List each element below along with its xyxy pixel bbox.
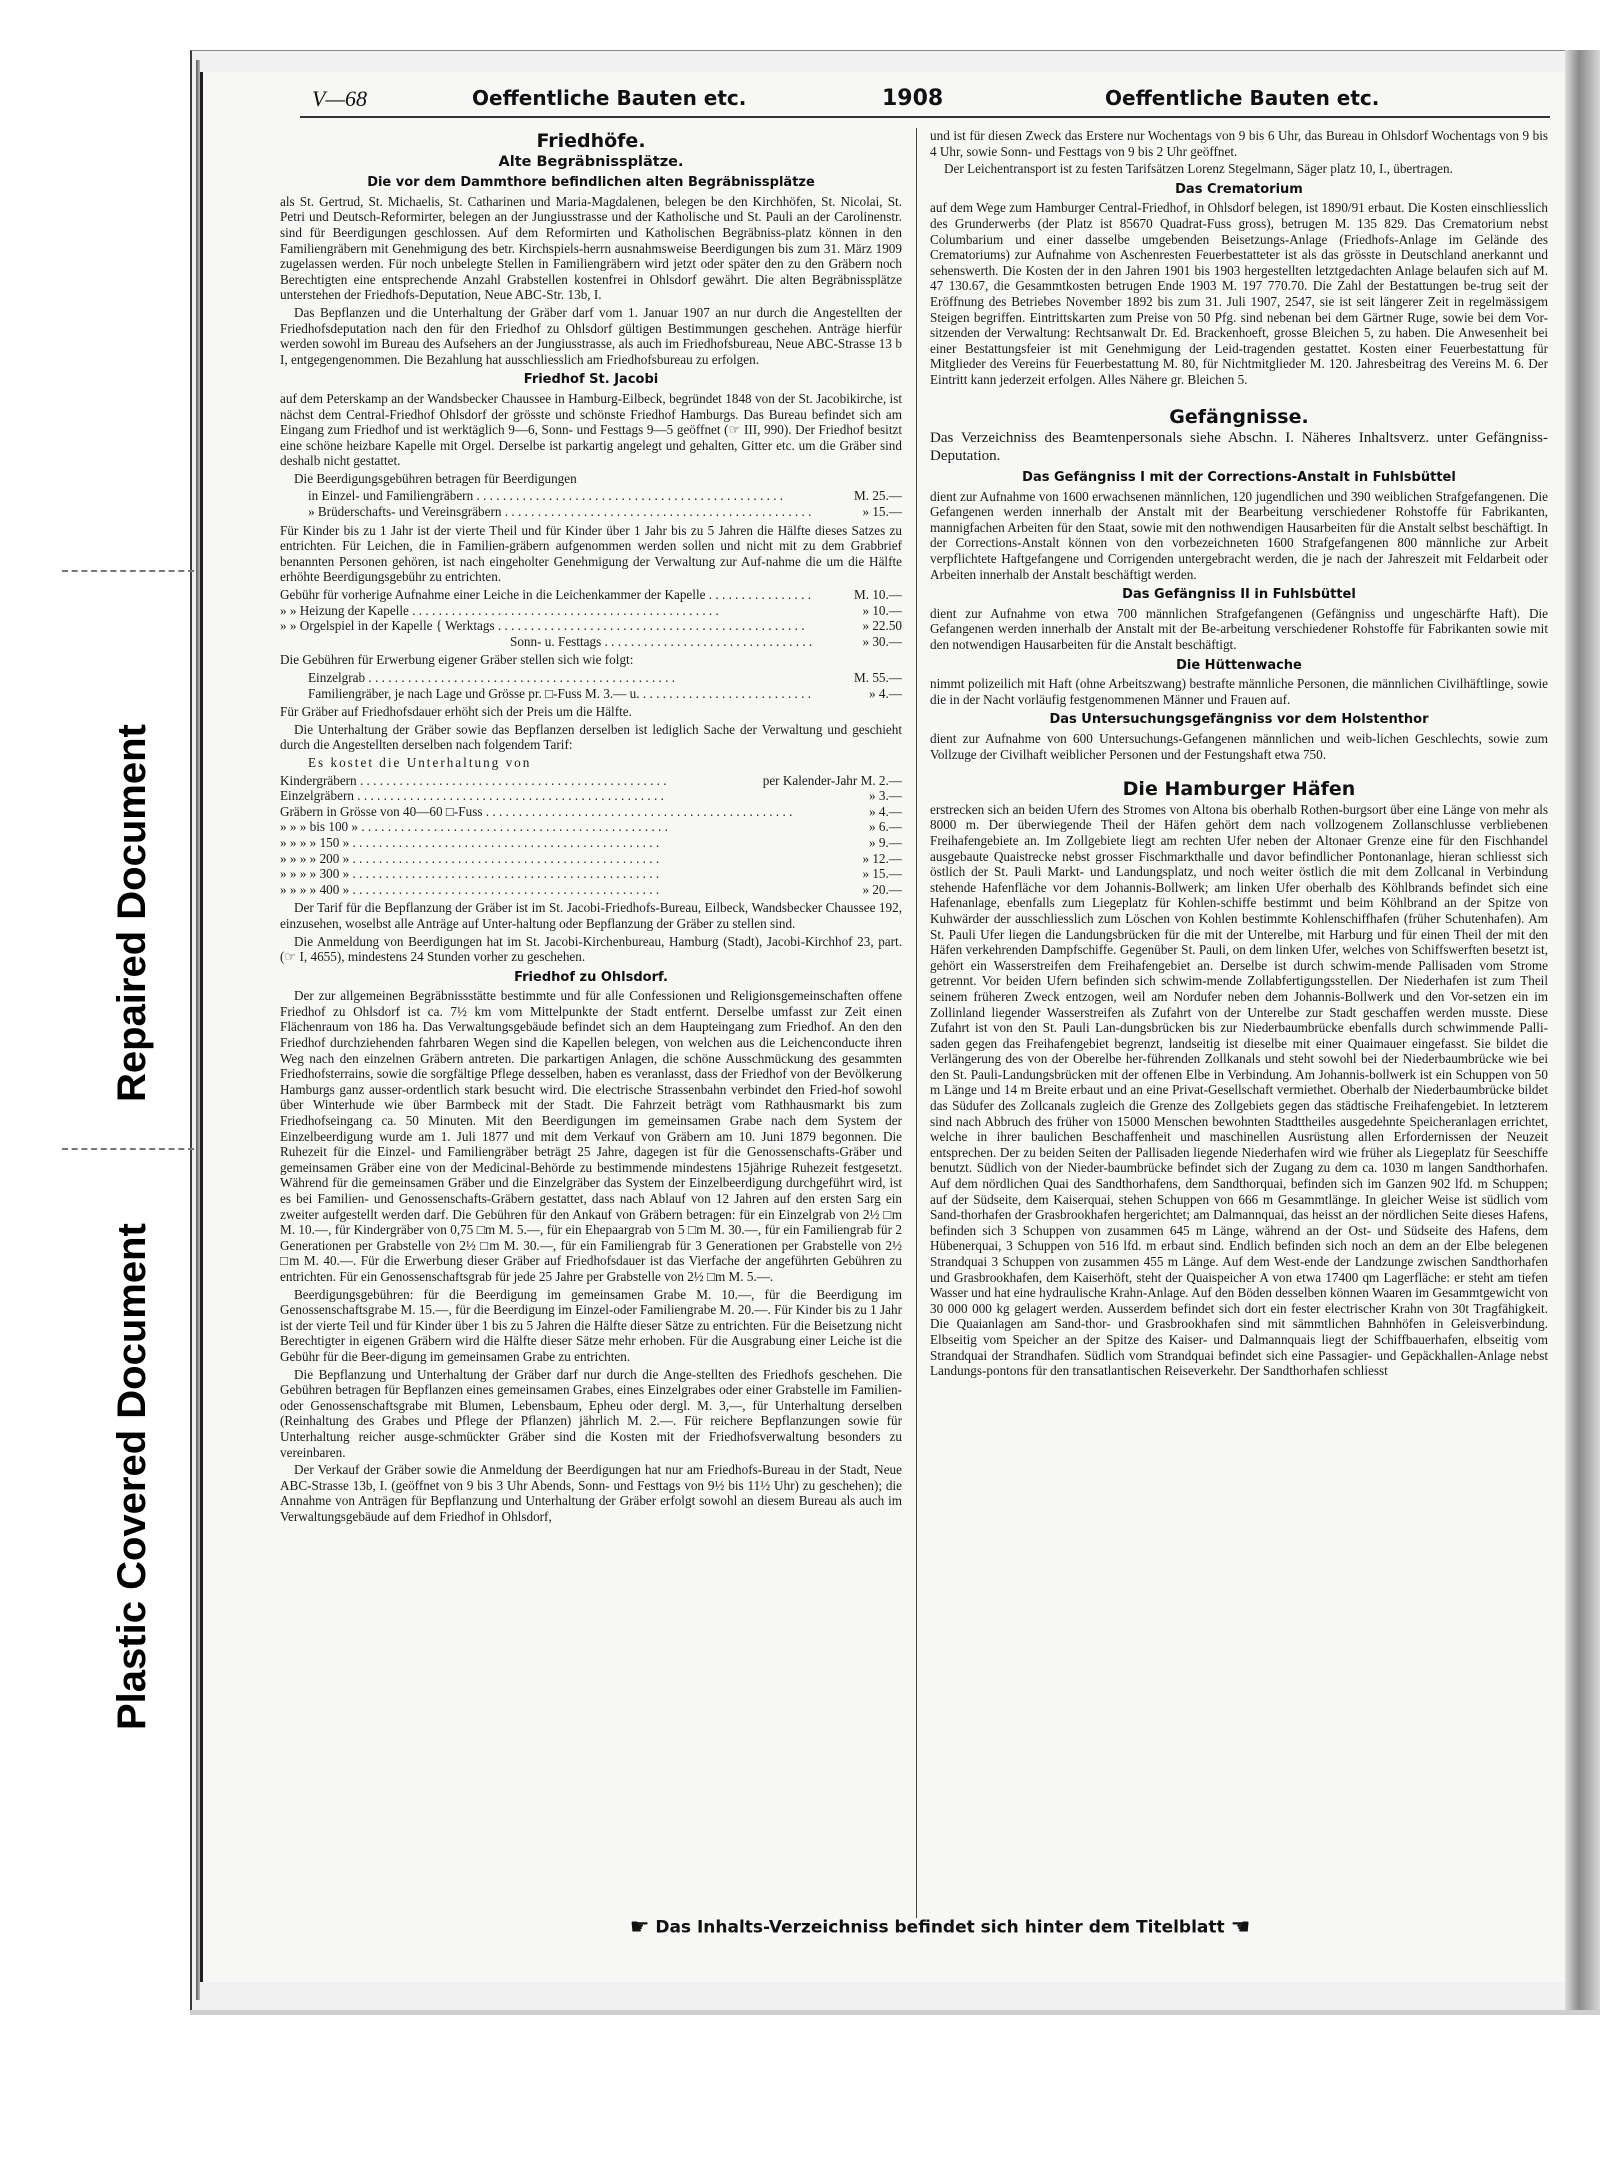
paragraph: Der Verkauf der Gräber sowie die Anmeldung der Beerdigungen hat nur am Friedhofs-Bureau in der Stadt, Neue ABC-Strasse 13b, I. (geöffnet von 9 bis 3 Uhr Abends, Sonn- und Festtags von 9½ bis 11½ Uhr) zu geschehen); die Annahme von Anträgen für Bepflanzung und Unterhaltung der Gräber erfolgt sowohl an diesem Bureau als auch im Verwaltungsgebäude auf dem Friedhof in Ohlsdorf, bbox=[280, 1462, 902, 1524]
paragraph: Es kostet die Unterhaltung von bbox=[308, 754, 532, 770]
paragraph: Die Unterhaltung der Gräber sowie das Bepflanzen derselben ist lediglich Sache der Verwaltung und geschieht durch die Angestellten derselben nach folgendem Tarif: bbox=[280, 721, 902, 753]
tariff-row: » » » bis 100 » . . . » 6.— bbox=[280, 819, 902, 835]
paragraph: erstrecken sich an beiden Ufern des Stromes von Altona bis oberhalb Rothen-burgsort über eine Länge von mehr als 8000 m. Der überwiegende Theil der Häfen gehört dem nach vollzogenem Zollanschlusse verbliebenen Freihafengebiete an. Im Zollgebiete liegt am rechten Ufer neben der Altonaer Grenze eine für den Fischhandel ausgebaute Quaistrecke nebst grosser Fischmarkthalle und davor befindlicher Pontonanlage, hieran schliesst sich östlich der St. Pauli Markt- und Landungsplatz, und noch weiter östlich die mit dem Zollcanal in Verbindung stehende Hafenfläche vor dem Johannis-Bollwerk; am linken Ufer oberhalb des Köhlbrands befindet sich eine Hafenanlage, ebenfalls zum Liegeplatz für Kohlen-schiffe bestimmt und beim Köhlbrand an der Spitze von Kuhwärder der ausschliesslich zum Löschen von Kohlen bestimmte Kohlenschiffhafen (früher Schutenhafen). Am St. Pauli Ufer liegen die Landungsbrücken für die mit der Unterelbe, mit Harburg und für einen Theil der mit den Häfen verkehrenden Dampfschiffe. Gegenüber St. Pauli, on dem linken Ufer, welches von Schiffswerften besetzt ist, gehört ein Wasserstreifen dem Freihafengebiet an. Derselbe ist durch schwim-mende Pallisaden vom Strome getrennt. Vor beiden Ufern befinden sich schwim-mende Zollabfertigungsstellen. Der Niederhafen ist zum Theil seinem früheren Zweck entzogen, weil am Nordufer neben dem Johannis-Bollwerk und den Vor-setzen ein im Zollinland liegender Wasserstreifen als Zufahrt von der Unterelbe zur Stadt geschaffen werden musste. Diese Zufahrt ist von den St. Pauli Lan-dungsbrücken bis zur Niederbaumbrücke ebenfalls durch schwimmende Palli-saden gegen das Freihafengebiet begrenzt, landseitig ist dieselbe mit einer Quaimauer eingefasst. Sie bildet die Verlängerung des von der Oberelbe her-führenden Zollkanals und steht sowohl bei der Niederbaumbrücke wie bei den St. Pauli-Landungsbrücken mit der offenen Elbe in Verbindung. Am Johannis-bollwerk ist ein Schuppen von 50 m Länge und 14 m Breite erbaut und an eine Privat-Gesellschaft vermiethet. Oberhalb der Niederbaumbrücke bildet das Südufer des Zollcanals zugleich die Grenze des Zollgebiets gegen das städtische Freihafengebiet. In letzterem sind nach Abbruch des früher von 15000 Menschen bewohnten Stadttheiles ausgedehnte Speicheranlagen errichtet, welche in ihrer baulichen Beschaffenheit und maschinellen Ausrüstung allen Erfordernissen der Neuzeit entsprechen. Der zu beiden Seiten der Pallisaden liegende Niederhafen wird wie früher als Liegeplatz für Seeschiffe benutzt. Südlich von der Nieder-baumbrücke befindet sich der Zugang zu dem ca. 1030 m langen Sandthorhafen. Auf dem nördlichen Quai des Sandthorhafens, dem Sandthorquai, befinden sich im Ganzen 902 lfd. m Schuppen; auf der Südseite, dem Kaiserquai, stehen Schuppen von 666 m Gesammtlänge. In gleicher Weise ist südlich vom Sand-thorhafen der Grasbrookhafen hergerichtet; am Dalmannquai, das heisst an der nördlichen Seite dieses Hafens, befinden sich 3 Schuppen von zusammen 645 m Länge, während an der Ost- und Südseite des Hafens, dem Hübenerquai, 3 Schuppen von 516 lfd. m erbaut sind. Endlich befinden sich noch an dem an der Elbe belegenen Strandquai 3 Schuppen von zusammen 455 m Länge. Auf dem West-ende der Landzunge zwischen Sandthorhafen und Grasbrookhafen, dem Kaiserhöft, steht der Quaispeicher A von etwa 17400 qm Lagerfläche: er steht am tiefen Wasser und hat eine hydraulische Krahn-Anlage. Auf den Böden desselben können Waaren im Gesammtgewicht von 30 000 000 kg gelagert werden. Ausserdem befindet sich dort ein fester electrischer Krahn von 30t Tragfähigkeit. Die Quaianlagen am Sand-thor- und Grasbrookhafen sind mit sämmtlichen Bahnhöfen in Geleisverbindung. Elbseitig vom Speicher an der Spitze des Kaiser- und Dalmannquais liegt der Schiffbauerhafen, elbseitig vom Strandquai der Strandhafen. Südlich vom Strandquai befindet sich eine Passagier- und Gepäckhallen-Anlage nebst Landungs-pontons für den transatlantischen Reiseverkehr. Der Sandthorhafen schliesst bbox=[930, 801, 1548, 1379]
tariff-row: Kindergräbern . . . per Kalender-Jahr M. 2.— bbox=[280, 773, 902, 789]
paragraph: auf dem Peterskamp an der Wandsbecker Chaussee in Hamburg-Eilbeck, begründet 1848 von der St. Jacobikirche, ist nächst dem Central-Friedhof Ohlsdorf der grösste und schönste Friedhof Hamburgs. Das Bureau befindet sich am Eingang zum Friedhof und ist werktäglich 9—6, Sonn- und Festtags 9—5 geöffnet (☞ III, 990). Der Friedhof besitzt eine schöne heizbare Kapelle mit Orgel. Derselbe ist parkartig angelegt und gehalten, Gitter etc. um die Gräber sind deshalb nicht gestattet. bbox=[280, 390, 902, 469]
subtitle-dammthore: Die vor dem Dammthore befindlichen alten Begräbnissplätze bbox=[367, 175, 815, 191]
pointing-hand-right-icon: ☛ bbox=[629, 1915, 650, 1940]
paragraph: als St. Gertrud, St. Michaelis, St. Catharinen und Maria-Magdalenen, belegen be den Kirchhöfen, St. Nicolai, St. Petri und Deutsch-Reformirter, belegen an der Jungiusstrasse und der Katholische und St. Pauli an der Carolinenstr. sind für Beerdigungen geschlossen. Auf dem Reformirten und Katholischen Begräbniss-platz können in den Familiengräbern mit Genehmigung des betr. Kirchspiels-herrn ausnahmsweise Beerdigungen bis zum 31. März 1909 zugelassen werden. Für noch unbelegte Stellen in Familiengräbern wird jetzt oder später den zu den Gräbern noch Berechtigten eine entsprechende Anzahl Grabstellen kostenfrei in Ohlsdorf gewährt. Die alten Begräbnissplätze unterstehen der Friedhofs-Deputation, Neue ABC-Str. 13b, I. bbox=[280, 193, 902, 303]
dashed-divider bbox=[62, 570, 194, 572]
page-number: V—68 bbox=[312, 86, 367, 111]
paragraph: dient zur Aufnahme von 600 Untersuchungs-Gefangenen männlichen und weib-lichen Geschlechts, sowie zum Vollzuge der Civilhaft weiblicher Personen und der Festungshaft etwa 750. bbox=[930, 731, 1548, 762]
page-edge-right bbox=[1565, 50, 1600, 2010]
running-head-left: Oeffentliche Bauten etc. bbox=[472, 86, 747, 110]
heading-untersuchungsgefaengniss: Das Untersuchungsgefängniss vor dem Holstenthor bbox=[1049, 712, 1429, 728]
running-head-right: Oeffentliche Bauten etc. bbox=[1105, 86, 1380, 110]
right-column bbox=[930, 128, 1548, 1381]
paragraph: nimmt polizeilich mit Haft (ohne Arbeitszwang) bestrafte männliche Personen, die männlichen Civilhäftlinge, sowie die in der Nacht vorläufig festgenommenen Männer und Frauen auf. bbox=[930, 676, 1548, 707]
dashed-divider bbox=[62, 1148, 194, 1150]
pointing-hand-left-icon: ☚ bbox=[1230, 1915, 1251, 1940]
section-title-haefen: Die Hamburger Häfen bbox=[1122, 778, 1356, 801]
fee-table bbox=[280, 670, 902, 701]
plastic-covered-label: Plastic Covered Document bbox=[110, 1223, 154, 1730]
paragraph: Die Bepflanzung und Unterhaltung der Gräber darf nur durch die Ange-stellten des Friedhofs geschehen. Die Gebühren betragen für Bepflanzen eines gemeinsamen Grabes, eines Einzelgrabes oder einer Grabstelle im Familien- oder Genossenschaftsgrabe mit Blumen, Lebensbaum, Epheu oder dergl. M. 3,—, für Unterhaltung derselben (Reinhaltung des Grabes und Pflege der Pflanzen) jährlich M. 2.—. Für reichere Bepflanzungen sowie für Unterhaltung reicher ausge-schmückter Gräber sind die Kosten mit der Friedhofsverwaltung besonders zu vereinbaren. bbox=[280, 1366, 902, 1460]
subtitle-alte-begraebnissplaetze: Alte Begräbnissplätze. bbox=[498, 153, 684, 170]
tariff-row: » » » » 300 » . . . » 15.— bbox=[280, 866, 902, 882]
fee-table bbox=[280, 587, 902, 649]
fee-row: Familiengräber, je nach Lage und Grösse pr. □-Fuss M. 3.— u. . . . » 4.— bbox=[308, 686, 902, 702]
tariff-row: Einzelgräbern . . . » 3.— bbox=[280, 788, 902, 804]
paragraph: Der Leichentransport ist zu festen Tarifsätzen Lorenz Stegelmann, Säger platz 10, I., übertragen. bbox=[944, 161, 1453, 177]
heading-huettenwache: Die Hüttenwache bbox=[1176, 657, 1302, 673]
page-edge-left bbox=[196, 60, 200, 2000]
paragraph: Die Gebühren für Erwerbung eigener Gräber stellen sich wie folgt: bbox=[280, 652, 634, 668]
section-title-gefaengnisse: Gefängnisse. bbox=[1169, 405, 1309, 428]
repaired-document-label: Repaired Document bbox=[110, 724, 154, 1102]
heading-gefaengniss-2: Das Gefängniss II in Fuhlsbüttel bbox=[1122, 587, 1356, 603]
tariff-row: » » » » 150 » . . . » 9.— bbox=[280, 835, 902, 851]
header-rule bbox=[300, 116, 1550, 118]
paragraph: Die Anmeldung von Beerdigungen hat im St. Jacobi-Kirchenbureau, Hamburg (Stadt), Jacobi-Kirchhof 23, part. (☞ I, 4655), mindestens 24 Stunden vorher zu geschehen. bbox=[280, 933, 902, 965]
section-title-friedhoefe: Friedhöfe. bbox=[536, 130, 646, 152]
paragraph: Die Beerdigungsgebühren betragen für Beerdigungen bbox=[294, 470, 577, 486]
footer-notice bbox=[470, 1915, 1410, 1940]
maintenance-tariff-table bbox=[280, 773, 902, 898]
paragraph: dient zur Aufnahme von 1600 erwachsenen männlichen, 120 jugendlichen und 390 weiblichen Strafgefangenen. Die Gefangenen werden innerhalb der Anstalt mit der Bearbeitung verschiedener Rohstoffe für Fabrikanten, mannigfachen Arbeiten für den Staat, sowie mit den nothwendigen Hausarbeiten für die Anstalt selbst beschäftigt. In der Corrections-Anstalt können von den vorbezeichneten 1600 Strafgefangenen 800 männliche zur Arbeit verpflichtete Haftgefangene und Corrigenden untergebracht werden, die je nach der Jahreszeit mit Feldarbeit oder Arbeiten innerhalb der Anstalt beschäftigt werden. bbox=[930, 488, 1548, 582]
fee-row: » » Heizung der Kapelle . . . » 10.— bbox=[280, 603, 902, 619]
paragraph: Für Gräber auf Friedhofsdauer erhöht sich der Preis um die Hälfte. bbox=[280, 704, 632, 720]
heading-crematorium: Das Crematorium bbox=[1175, 181, 1303, 197]
fee-row: » » Orgelspiel in der Kapelle { Werktags . . . » 22.50 bbox=[280, 618, 902, 634]
paragraph: Das Bepflanzen und die Unterhaltung der Gräber darf vom 1. Januar 1907 an nur durch die Angestellten der Friedhofsdeputation nach den für den Friedhof zu Ohlsdorf gültigen Bestimmungen geschehen. Anträge hierfür werden sowohl im Bureau des Aufsehers an der Jungiusstrasse, als auch im Friedhofsbureau, Neue ABC-Strasse 13 b I, entgegengenommen. Die Bezahlung hat ausschliesslich am Friedhofsbureau zu erfolgen. bbox=[280, 304, 902, 367]
paragraph: Der zur allgemeinen Begräbnissstätte bestimmte und für alle Confessionen und Religionsgemeinschaften offene Friedhof zu Ohlsdorf ist ca. 7½ km vom Mittelpunkte der Stadt entfernt. Derselbe umfasst zur Zeit einen Flächenraum von 186 ha. Das Verwaltungsgebäude befindet sich an dem Haupteingang zum Friedhof. An den den Friedhof durchziehenden fahrbaren Wegen sind die Kapellen belegen, von welchen aus die Leichenconducte ihren Weg nach den einzelnen Gräbern antreten. Die parkartigen Anlagen, die schöne Ausschmückung des gesammten Friedhofsterrains, sowie die sorgfältige Pflege desselben, haben es veranlasst, dass der Friedhof von der Bevölkerung Hamburgs ganz ausser-ordentlich stark besucht wird. Die electrische Strassenbahn verbindet den Fried-hof sowohl über Winterhude wie über Barmbeck mit der Stadt. Die Fahrzeit beträgt vom Rathhausmarkt bis zum Friedhofseingang ca. 50 Minuten. Mit den Beerdigungen im gemeinsamen Grabe nach dem System der Einzelbeerdigung wurde am 1. Juli 1877 und mit dem Verkauf von Gräbern am 10. Juni 1879 begonnen. Die Ruhezeit für die Einzel- und Familiengräber beträgt 25 Jahre, dagegen ist für die Genossenschafts-Gräber und gemeinsamen Gräber eine von der Medicinal-Behörde zu bestimmende mindestens 15jährige Ruhezeit festgesetzt. Während für die gemeinsamen Gräber und die Einzelgräber das System der Einzelbeerdigung durchgeführt wird, ist es bei Familien- und Genossenschafts-Gräbern gestattet, dass nach Ablauf von 12 Jahren auf den ersten Sarg ein zweiter aufgestellt werden darf. Die Gebühren für den Ankauf von Gräbern betragen: für ein Einzelgrab von 2½ □m M. 10.—, für Kindergräber von 0,75 □m M. 5.—, für ein Ehepaargrab von 5 □m M. 30.—, für ein Familiengrab für 2 Generationen per Grabstelle von 2½ □m M. 30.—, für ein Familiengrab für 3 Generationen per Grabstelle von 2½ □m M. 40.—. Für die Erwerbung dieser Gräber auf Friedhofsdauer ist das Vierfache der angeführten Gebühren zu entrichten. Für ein Genossenschaftsgrab für jede 25 Jahre per Grabstelle von 2½ □m M. 5.—. bbox=[280, 988, 902, 1284]
paragraph: Der Tarif für die Bepflanzung der Gräber ist im St. Jacobi-Friedhofs-Bureau, Eilbeck, Wandsbecker Chaussee 192, einzusehen, woselbst alle Anträge auf Unter-haltung oder Bepflanzung der Gräber zu stellen sind. bbox=[280, 900, 902, 931]
running-head-year: 1908 bbox=[882, 86, 944, 111]
scan-bottom-edge bbox=[190, 2010, 1600, 2015]
fee-row: Einzelgrab . . . M. 55.— bbox=[308, 670, 902, 686]
footer-text: Das Inhalts-Verzeichniss befindet sich hinter dem Titelblatt bbox=[655, 1917, 1225, 1938]
heading-friedhof-st-jacobi: Friedhof St. Jacobi bbox=[523, 372, 659, 388]
paragraph: und ist für diesen Zweck das Erstere nur Wochentags von 9 bis 6 Uhr, das Bureau in Ohlsdorf Wochentags von 9 bis 4 Uhr, sowie Sonn- und Festtags von 9 bis 2 Uhr geöffnet. bbox=[930, 128, 1548, 159]
paragraph: Für Kinder bis zu 1 Jahr ist der vierte Theil und für Kinder über 1 Jahr bis zu 5 Jahren die Hälfte dieses Satzes zu entrichten. Für Leichen, die in Familien-gräbern aufgenommen werden sollen und nicht mit zu dem Grabbrief benannten Personen gehören, ist nach eingeholter Genehmigung der Verwaltung zur Auf-nahme die um die Hälfte erhöhte Beerdigungsgebühr zu entrichten. bbox=[280, 522, 902, 585]
paragraph: auf dem Wege zum Hamburger Central-Friedhof, in Ohlsdorf belegen, ist 1890/91 erbaut. Die Kosten einschliesslich des Grunderwerbs (der Platz ist 85670 Quadrat-Fuss gross), betrugen M. 135 829. Das Crematorium nebst Columbarium und einer dasselbe umgebenden Beisetzungs-Anlage (Friedhofs-Anlage im Gelände des Crematoriums) zur Aufnahme von Aschenresten Feuerbestatteter ist als das grösste in Deutschland anerkannt und sehenswerth. Die Kosten der in den Jahren 1901 bis 1903 hergestellten letztgedachten Anlage belaufen sich auf M. 47 130.67, die Gesammtkosten betrugen Ende 1903 M. 197 770.70. Die Zahl der Bestattungen be-trug seit der Eröffnung des Betriebes November 1892 bis zum 31. Juli 1907, 2547, sie ist seit längerer Zeit in regelmässigem Steigen begriffen. Eintrittskarten zum Preise von 50 Pfg. sind nebenan bei dem Gärtner Ruge, sowie bei dem Vor-sitzenden der Verwaltung: Rechtsanwalt Dr. Ed. Brackenhoeft, grosse Bleichen 5, zu haben. Die Anwesenheit bei einer Bestattungsfeier ist mit Genehmigung der Leid-tragenden gestattet. Kosten einer Feuerbestattung für Mitglieder des Vereins für Feuerbestattung M. 80, für Nichtmitglieder M. 120. Jahresbeitrag des Vereins M. 6. Der Eintritt kann jederzeit erfolgen. Alles Nähere gr. Bleichen 5. bbox=[930, 200, 1548, 387]
fee-row: Sonn- u. Festtags . . . » 30.— bbox=[280, 634, 902, 650]
heading-gefaengniss-1: Das Gefängniss I mit der Corrections-Anstalt in Fuhlsbüttel bbox=[1022, 470, 1456, 486]
tariff-row: » » » » 200 » . . . » 12.— bbox=[280, 851, 902, 867]
fee-row: Gebühr für vorherige Aufnahme einer Leiche in die Leichenkammer der Kapelle . . . M. 10.— bbox=[280, 587, 902, 603]
heading-friedhof-ohlsdorf: Friedhof zu Ohlsdorf. bbox=[514, 969, 668, 985]
section-intro: Das Verzeichniss des Beamtenpersonals siehe Abschn. I. Näheres Inhaltsverz. unter Gefängniss-Deputation. bbox=[930, 430, 1548, 465]
paragraph: dient zur Aufnahme von etwa 700 männlichen Strafgefangenen (Gefängniss und ungeschärfte Haft). Die Gefangenen werden innerhalb der Anstalt mit der Be-arbeitung verschiedener Rohstoffe für Fabrikanten sowie mit den notwendigen Hausarbeiten für die Anstalt beschäftigt. bbox=[930, 605, 1548, 653]
column-divider bbox=[916, 128, 917, 1918]
fee-row: in Einzel- und Familiengräbern . . . M. 25.— bbox=[308, 488, 902, 504]
left-column bbox=[280, 128, 902, 1526]
fee-table bbox=[280, 488, 902, 519]
fee-row: » Brüderschafts- und Vereinsgräbern . . . » 15.— bbox=[308, 504, 902, 520]
tariff-row: Gräbern in Grösse von 40—60 □-Fuss . . . » 4.— bbox=[280, 804, 902, 820]
tariff-row: » » » » 400 » . . . » 20.— bbox=[280, 882, 902, 898]
paragraph: Beerdigungsgebühren: für die Beerdigung im gemeinsamen Grabe M. 10.—, für die Beerdigung im Genossenschaftsgrabe M. 15.—, für die Beerdigung im Einzel-oder Familiengrabe M. 20.—. Für Kinder bis zu 1 Jahr ist der vierte Teil und für Kinder über 1 bis zu 5 Jahren die Hälfte dieser Sätze zu entrichten. Für die Beisetzung nicht Berechtigter in eigenen Gräbern wird die Hälfte dieser Sätze mehr erhoben. Für die Ausgrabung einer Leiche ist die Gebühr für die Beer-digung im gemeinsamen Grabe zu entrichten. bbox=[280, 1286, 902, 1364]
